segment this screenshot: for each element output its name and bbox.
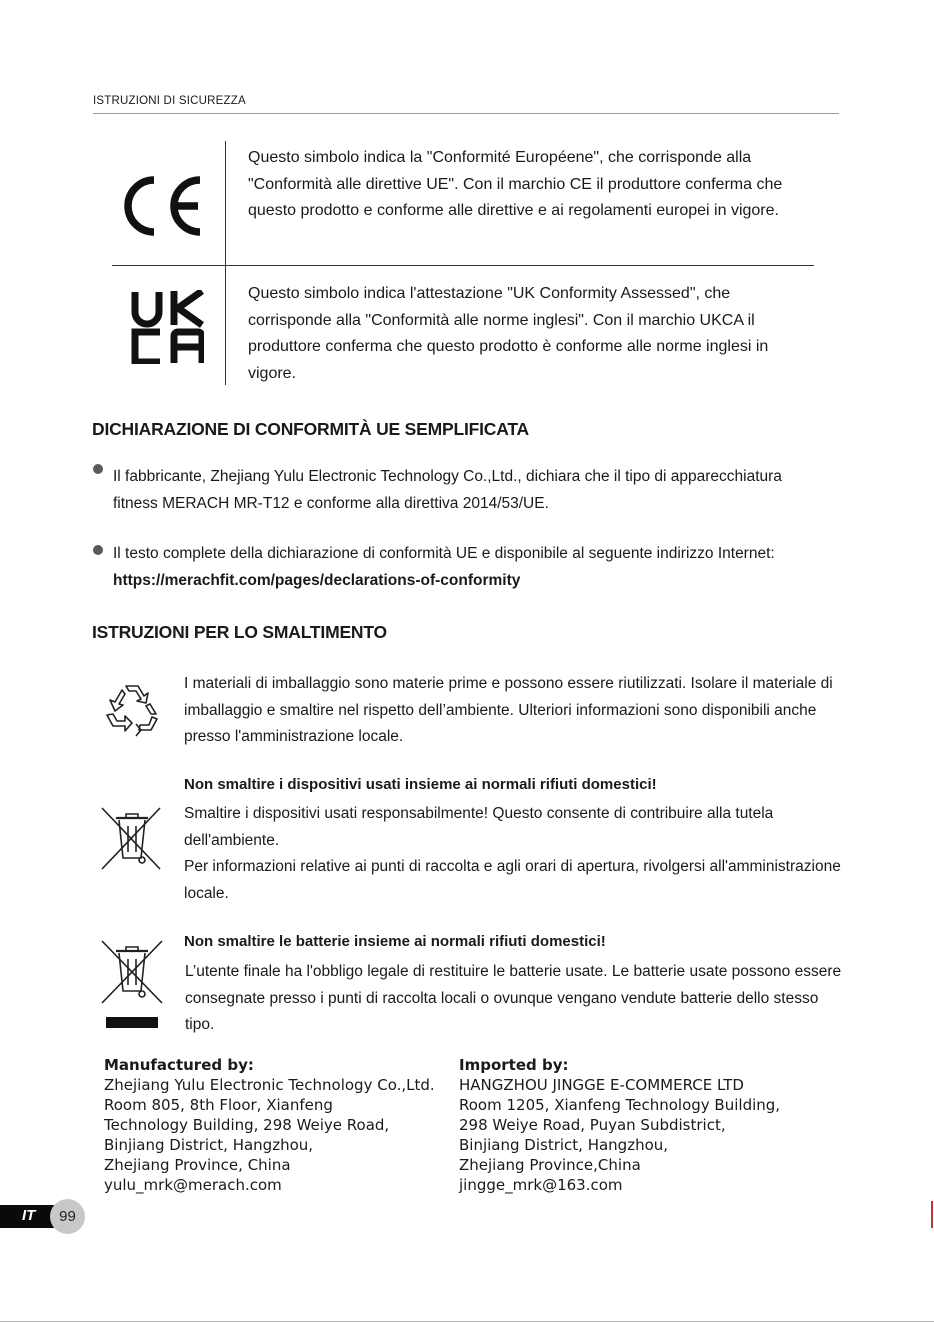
section-header: ISTRUZIONI DI SICUREZZA (93, 95, 246, 107)
battery-description: L’utente finale ha l'obbligo legale di restituire le batterie usate. Le batterie usate possono essere consegnate presso i punti di raccolta locali o ovunque vengano vendute batterie dello stesso tipo. (185, 963, 842, 1033)
page-number: 99 (50, 1199, 85, 1234)
importer-email: jingge_mrk@163.com (459, 1176, 623, 1194)
header-divider (93, 113, 839, 114)
disposal-title: ISTRUZIONI PER LO SMALTIMENTO (92, 622, 387, 642)
recycle-icon (103, 682, 161, 740)
recycle-description: I materiali di imballaggio sono materie prime e possono essere riutilizzati. Isolare il materiale di imballaggio e smaltire nel rispetto dell’ambiente. Ulteriori informazioni sono disponibili anche presso l'amministrazione locale. (184, 675, 833, 745)
ce-mark-icon (118, 174, 206, 238)
crossed-bin-icon (100, 806, 162, 872)
language-label: IT (22, 1207, 36, 1224)
weee-description-line1: Smaltire i dispositivi usati responsabilmente! Questo consente di contribuire alla tutela dell'ambiente. (184, 805, 774, 849)
manufacturer-line: Zhejiang Province, China (104, 1156, 291, 1174)
conformity-bullet-manufacturer: Il fabbricante, Zhejiang Yulu Electronic Technology Co.,Ltd., dichiara che il tipo di apparecchiatura fitness MERACH MR-T12 e conforme alla direttiva 2014/53/UE. (113, 468, 782, 512)
conformity-title: DICHIARAZIONE DI CONFORMITÀ UE SEMPLIFICATA (92, 419, 529, 439)
manufacturer-heading: Manufactured by: (104, 1056, 254, 1074)
ukca-description: Questo simbolo indica l'attestazione "UK Conformity Assessed", che corrisponde alla "Conformità alle norme inglesi". Con il marchio UKCA il produttore conferma che questo prodotto è conforme alle norme inglesi in vigore. (248, 285, 769, 382)
ukca-mark-icon (130, 290, 204, 364)
importer-line: HANGZHOU JINGGE E-COMMERCE LTD (459, 1076, 744, 1094)
symbol-table-vertical-divider (225, 141, 226, 385)
battery-marker-bar (106, 1017, 158, 1028)
importer-heading: Imported by: (459, 1056, 569, 1074)
conformity-url-prefix: Il testo complete della dichiarazione di conformità UE e disponibile al seguente indirizzo Internet: (113, 545, 775, 562)
page-edge-marker (931, 1201, 933, 1228)
symbol-table-horizontal-divider (112, 265, 814, 266)
importer-line: 298 Weiye Road, Puyan Subdistrict, (459, 1116, 726, 1134)
weee-description-line2: Per informazioni relative ai punti di raccolta e agli orari di apertura, rivolgersi all'amministrazione locale. (184, 858, 841, 902)
battery-crossed-bin-icon (100, 939, 164, 1005)
battery-warning-heading: Non smaltire le batterie insieme ai normali rifiuti domestici! (184, 933, 606, 950)
manufacturer-block (104, 1055, 449, 1195)
manufacturer-line: Technology Building, 298 Weiye Road, (104, 1116, 390, 1134)
bullet-dot-icon (93, 464, 105, 476)
importer-line: Zhejiang Province,China (459, 1156, 641, 1174)
conformity-bullet-url (113, 541, 813, 594)
weee-description (184, 801, 844, 907)
ce-description: Questo simbolo indica la "Conformité Européene", che corrisponde alla "Conformità alle direttive UE". Con il marchio CE il produttore conferma che questo prodotto e conforme alle direttive e ai regolamenti europei in vigore. (248, 149, 783, 219)
manufacturer-line: Binjiang District, Hangzhou, (104, 1136, 314, 1154)
importer-line: Binjiang District, Hangzhou, (459, 1136, 669, 1154)
manufacturer-email: yulu_mrk@merach.com (104, 1176, 282, 1194)
bottom-border (0, 1321, 934, 1322)
bullet-dot-icon (93, 545, 105, 557)
importer-line: Room 1205, Xianfeng Technology Building, (459, 1096, 781, 1114)
weee-warning-heading: Non smaltire i dispositivi usati insieme ai normali rifiuti domestici! (184, 776, 657, 793)
declaration-url-link[interactable]: https://merachfit.com/pages/declarations-of-conformity (113, 571, 521, 589)
manufacturer-line: Room 805, 8th Floor, Xianfeng (104, 1096, 333, 1114)
importer-block (459, 1055, 839, 1195)
manufacturer-line: Zhejiang Yulu Electronic Technology Co.,Ltd. (104, 1076, 435, 1094)
